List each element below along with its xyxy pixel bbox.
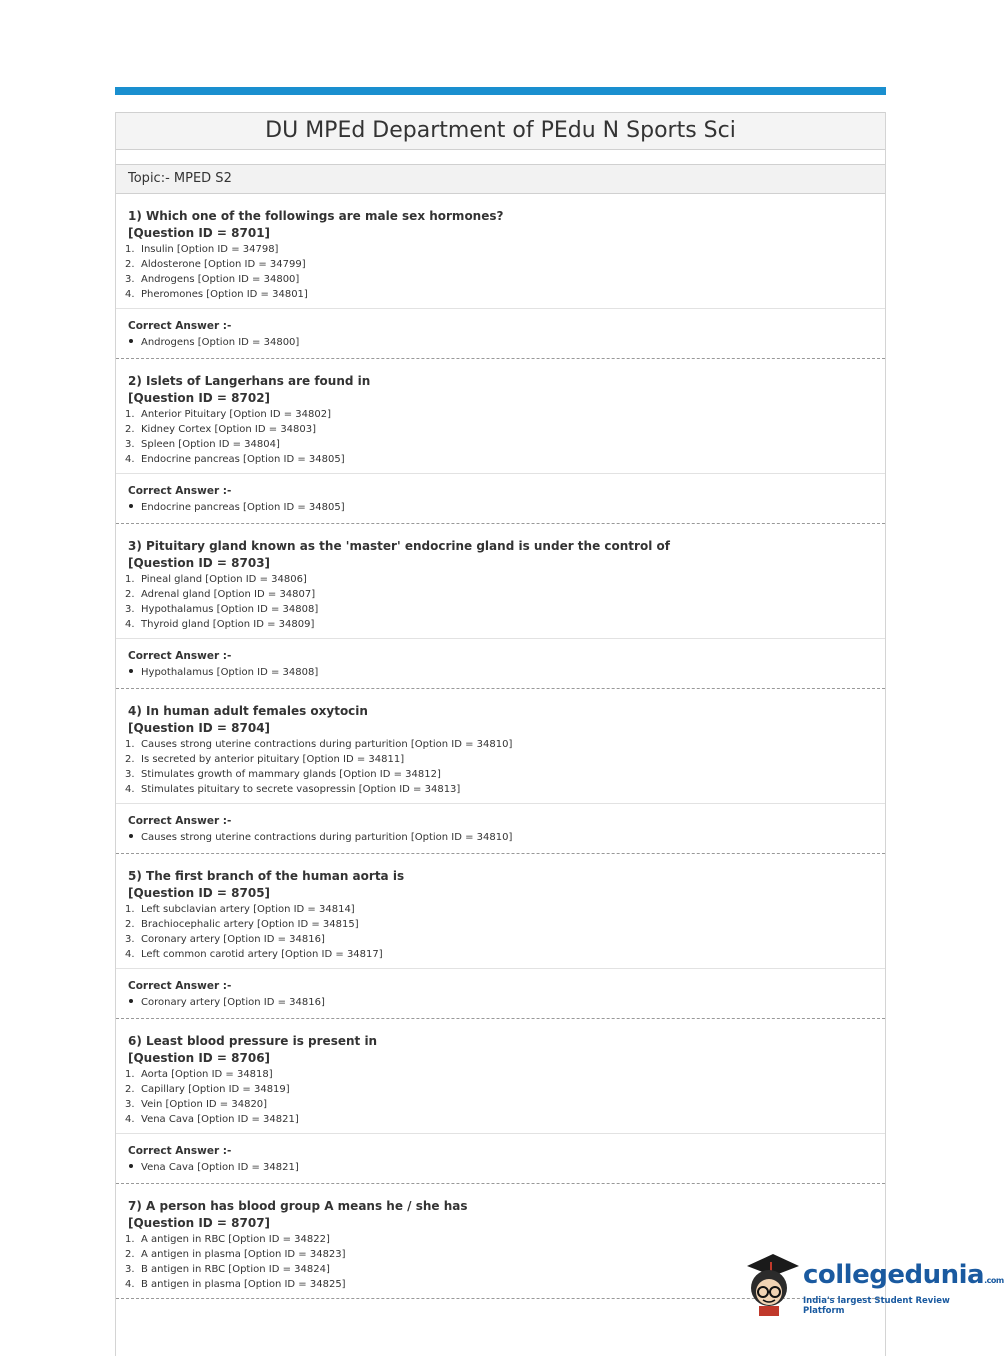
title-spacer xyxy=(116,150,885,165)
option-item xyxy=(125,272,873,287)
option-number: 3. xyxy=(125,1264,135,1275)
question-body xyxy=(116,1019,885,1133)
question-id: [Question ID = 8707] xyxy=(128,1216,271,1230)
option-number: 4. xyxy=(125,1279,135,1290)
question-id: [Question ID = 8705] xyxy=(128,886,271,900)
option-text: Aldosterone [Option ID = 34799] xyxy=(141,259,306,270)
option-item xyxy=(125,1067,873,1082)
question-id: [Question ID = 8703] xyxy=(128,556,271,570)
option-number: 1. xyxy=(125,244,135,255)
option-number: 1. xyxy=(125,904,135,915)
correct-answer-section xyxy=(116,1133,885,1183)
question-text: 5) The first branch of the human aorta is xyxy=(128,869,405,883)
option-text: B antigen in plasma [Option ID = 34825] xyxy=(141,1279,346,1290)
option-text: Left subclavian artery [Option ID = 34814] xyxy=(141,904,355,915)
option-item xyxy=(125,587,873,602)
option-number: 3. xyxy=(125,274,135,285)
option-text: A antigen in RBC [Option ID = 34822] xyxy=(141,1234,330,1245)
option-number: 4. xyxy=(125,454,135,465)
question-body xyxy=(116,854,885,968)
question-body xyxy=(116,689,885,803)
option-item xyxy=(125,437,873,452)
option-text: Brachiocephalic artery [Option ID = 34815] xyxy=(141,919,359,930)
question-text: 7) A person has blood group A means he / she has xyxy=(128,1199,468,1213)
bullet-icon xyxy=(129,999,133,1003)
option-text: Adrenal gland [Option ID = 34807] xyxy=(141,589,316,600)
correct-answer-label: Correct Answer :- xyxy=(128,485,232,497)
option-number: 1. xyxy=(125,409,135,420)
option-number: 2. xyxy=(125,754,135,765)
correct-answer-label: Correct Answer :- xyxy=(128,980,232,992)
option-text: Kidney Cortex [Option ID = 34803] xyxy=(141,424,317,435)
question-body xyxy=(116,194,885,308)
bullet-icon xyxy=(129,1164,133,1168)
correct-answer-text: Causes strong uterine contractions during parturition [Option ID = 34810] xyxy=(141,832,513,843)
question-block xyxy=(116,689,885,854)
option-item xyxy=(125,407,873,422)
option-text: Coronary artery [Option ID = 34816] xyxy=(141,934,325,945)
mascot-icon xyxy=(743,1248,801,1320)
option-item xyxy=(125,1097,873,1112)
option-text: Vein [Option ID = 34820] xyxy=(141,1099,268,1110)
option-text: Thyroid gland [Option ID = 34809] xyxy=(141,619,315,630)
question-id: [Question ID = 8702] xyxy=(128,391,271,405)
option-item xyxy=(125,932,873,947)
option-text: Anterior Pituitary [Option ID = 34802] xyxy=(141,409,331,420)
option-item xyxy=(125,767,873,782)
option-list xyxy=(125,242,873,302)
question-body xyxy=(116,359,885,473)
option-list xyxy=(125,572,873,632)
question-id: [Question ID = 8701] xyxy=(128,226,271,240)
correct-answer-value xyxy=(128,994,873,1012)
question-text: 4) In human adult females oxytocin xyxy=(128,704,368,718)
option-item xyxy=(125,602,873,617)
correct-answer-value xyxy=(128,1159,873,1177)
option-number: 2. xyxy=(125,1249,135,1260)
option-number: 1. xyxy=(125,574,135,585)
correct-answer-label: Correct Answer :- xyxy=(128,650,232,662)
option-item xyxy=(125,902,873,917)
option-item xyxy=(125,242,873,257)
correct-answer-value xyxy=(128,334,873,352)
collegedunia-logo xyxy=(743,1248,1004,1320)
option-list xyxy=(125,902,873,962)
option-text: Hypothalamus [Option ID = 34808] xyxy=(141,604,319,615)
question-body xyxy=(116,524,885,638)
option-text: Causes strong uterine contractions during parturition [Option ID = 34810] xyxy=(141,739,513,750)
option-item xyxy=(125,737,873,752)
correct-answer-section xyxy=(116,638,885,688)
option-number: 4. xyxy=(125,289,135,300)
option-number: 1. xyxy=(125,1069,135,1080)
correct-answer-text: Vena Cava [Option ID = 34821] xyxy=(141,1162,299,1173)
correct-answer-text: Hypothalamus [Option ID = 34808] xyxy=(141,667,319,678)
correct-answer-label: Correct Answer :- xyxy=(128,815,232,827)
question-text: 3) Pituitary gland known as the 'master' endocrine gland is under the control of xyxy=(128,539,670,553)
option-item xyxy=(125,782,873,797)
topic-label: Topic:- MPED S2 xyxy=(116,165,885,194)
correct-answer-section xyxy=(116,473,885,523)
option-number: 2. xyxy=(125,589,135,600)
option-number: 2. xyxy=(125,919,135,930)
question-block xyxy=(116,359,885,524)
document-frame xyxy=(115,112,886,1356)
correct-answer-value xyxy=(128,829,873,847)
option-text: A antigen in plasma [Option ID = 34823] xyxy=(141,1249,346,1260)
correct-answer-section xyxy=(116,308,885,358)
option-text: Insulin [Option ID = 34798] xyxy=(141,244,279,255)
option-number: 3. xyxy=(125,934,135,945)
option-item xyxy=(125,917,873,932)
option-number: 4. xyxy=(125,1114,135,1125)
option-number: 2. xyxy=(125,424,135,435)
option-item xyxy=(125,422,873,437)
option-item xyxy=(125,257,873,272)
option-item xyxy=(125,287,873,302)
option-item xyxy=(125,1082,873,1097)
option-list xyxy=(125,407,873,467)
question-id: [Question ID = 8704] xyxy=(128,721,271,735)
option-number: 3. xyxy=(125,1099,135,1110)
option-list xyxy=(125,1067,873,1127)
correct-answer-label: Correct Answer :- xyxy=(128,1145,232,1157)
option-text: Aorta [Option ID = 34818] xyxy=(141,1069,273,1080)
bullet-icon xyxy=(129,834,133,838)
correct-answer-text: Endocrine pancreas [Option ID = 34805] xyxy=(141,502,345,513)
question-text: 6) Least blood pressure is present in xyxy=(128,1034,378,1048)
question-block xyxy=(116,1019,885,1184)
option-text: Vena Cava [Option ID = 34821] xyxy=(141,1114,299,1125)
question-text: 1) Which one of the followings are male sex hormones? xyxy=(128,209,504,223)
question-block xyxy=(116,524,885,689)
top-accent-bar xyxy=(115,87,886,95)
correct-answer-section xyxy=(116,803,885,853)
option-item xyxy=(125,452,873,467)
option-text: Stimulates growth of mammary glands [Option ID = 34812] xyxy=(141,769,441,780)
bullet-icon xyxy=(129,504,133,508)
option-item xyxy=(125,617,873,632)
bullet-icon xyxy=(129,339,133,343)
option-text: Stimulates pituitary to secrete vasopressin [Option ID = 34813] xyxy=(141,784,461,795)
correct-answer-section xyxy=(116,968,885,1018)
correct-answer-label: Correct Answer :- xyxy=(128,320,232,332)
option-number: 1. xyxy=(125,1234,135,1245)
option-text: Is secreted by anterior pituitary [Option ID = 34811] xyxy=(141,754,405,765)
option-number: 3. xyxy=(125,439,135,450)
option-number: 2. xyxy=(125,1084,135,1095)
page-title: DU MPEd Department of PEdu N Sports Sci xyxy=(116,112,885,150)
option-item xyxy=(125,572,873,587)
question-text: 2) Islets of Langerhans are found in xyxy=(128,374,371,388)
question-list xyxy=(116,194,885,1299)
correct-answer-value xyxy=(128,499,873,517)
option-item xyxy=(125,1232,873,1247)
option-number: 4. xyxy=(125,619,135,630)
option-text: Pheromones [Option ID = 34801] xyxy=(141,289,308,300)
option-number: 3. xyxy=(125,604,135,615)
logo-wordmark: collegedunia.com xyxy=(803,1260,1004,1290)
option-text: Androgens [Option ID = 34800] xyxy=(141,274,300,285)
correct-answer-text: Coronary artery [Option ID = 34816] xyxy=(141,997,325,1008)
option-number: 2. xyxy=(125,259,135,270)
option-text: Pineal gland [Option ID = 34806] xyxy=(141,574,307,585)
option-item xyxy=(125,947,873,962)
logo-tagline: India's largest Student Review Platform xyxy=(803,1296,950,1316)
correct-answer-text: Androgens [Option ID = 34800] xyxy=(141,337,300,348)
option-text: Left common carotid artery [Option ID = 34817] xyxy=(141,949,383,960)
option-text: Capillary [Option ID = 34819] xyxy=(141,1084,290,1095)
bullet-icon xyxy=(129,669,133,673)
option-number: 3. xyxy=(125,769,135,780)
option-number: 4. xyxy=(125,949,135,960)
option-number: 4. xyxy=(125,784,135,795)
option-text: Spleen [Option ID = 34804] xyxy=(141,439,280,450)
option-number: 1. xyxy=(125,739,135,750)
option-item xyxy=(125,1112,873,1127)
question-block xyxy=(116,854,885,1019)
option-text: Endocrine pancreas [Option ID = 34805] xyxy=(141,454,345,465)
question-id: [Question ID = 8706] xyxy=(128,1051,271,1065)
correct-answer-value xyxy=(128,664,873,682)
option-list xyxy=(125,737,873,797)
question-block xyxy=(116,194,885,359)
option-text: B antigen in RBC [Option ID = 34824] xyxy=(141,1264,330,1275)
option-item xyxy=(125,752,873,767)
